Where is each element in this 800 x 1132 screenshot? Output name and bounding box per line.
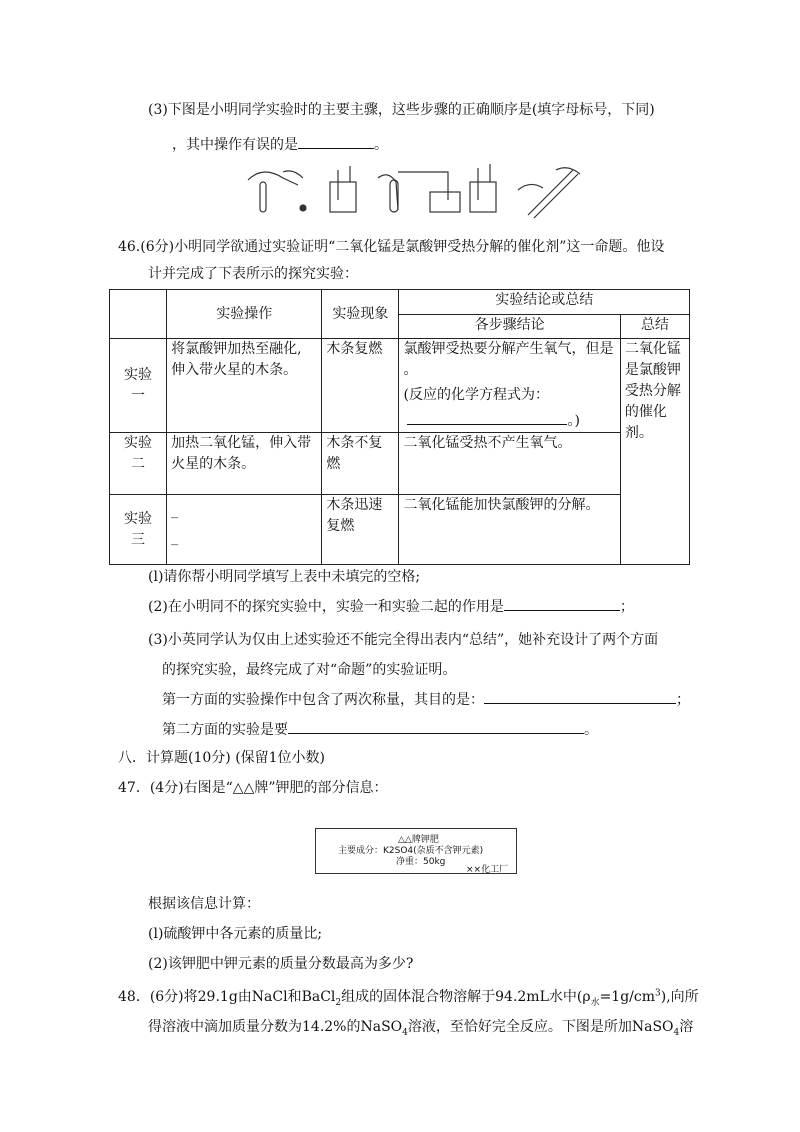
- exp1-operation: 将氯酸钾加热至融化, 伸入带火星的木条。: [167, 339, 322, 433]
- section-8-heading: 八．计算题(10分) (保留1位小数): [118, 750, 326, 766]
- summary-cell: 二氧化锰 是氯酸钾 受热分解 的催化 剂。: [620, 339, 689, 565]
- exp2-operation: 加热二氧化锰，伸入带 火星的木条。: [167, 433, 322, 495]
- exp1-phenomenon: 木条复燃: [322, 339, 399, 433]
- q46-subq1: (l)请你帮小明同学填写上表中未填完的空格;: [148, 569, 421, 585]
- exp1-name: 实验 一: [110, 339, 167, 433]
- q48-line1: 48．(6分)将29.1g由NaCl和BaCl$_2$组成的固体混合物溶解于94.2mL水中$(\rho_水=1g/cm^3)$,向所: [118, 988, 699, 1008]
- heating-apparatus-icon: [378, 172, 460, 212]
- q45-3-line2: [172, 134, 388, 154]
- label-maker: ××化工厂: [466, 865, 509, 875]
- q47-intro: 47．(4分)右图是“△△牌”钾肥的部分信息：: [118, 780, 388, 796]
- q47-subq1: (l)硫酸钾中各元素的质量比;: [148, 926, 323, 942]
- exp3-phenomenon: 木条迅速 复燃: [322, 495, 399, 565]
- q46-subq3-line3: 第一方面的实验操作中包含了两次称量，其目的是： ；: [162, 689, 690, 709]
- label-title: △△牌钾肥: [398, 835, 439, 845]
- label-composition: 主要成分：K2SO4(杂质不含钾元素): [338, 846, 484, 856]
- q47-calc-intro: 根据该信息计算：: [148, 896, 260, 912]
- q46-subq3-line4: 第二方面的实验是要 。: [162, 719, 598, 739]
- header-conclusion: 实验结论或总结: [399, 290, 690, 315]
- experiment-steps-figure: [238, 160, 588, 220]
- answer-blank[interactable]: [484, 689, 676, 704]
- q48-line2: 得溶液中滴加质量分数为14.2%的NaSO$_4$溶液，至恰好完全反应。下图是所加NaSO$_4$溶: [148, 1019, 694, 1038]
- q46-subq2: (2)在小明同不的探究实验中，实验一和实验二起的作用是 ；: [148, 596, 634, 616]
- q45-3-line2-prefix: ，其中操作有误的是: [172, 137, 298, 153]
- exp2-name: 实验 二: [110, 433, 167, 495]
- q45-3-line1: (3)下图是小明同学实验时的主要主骤，这些步骤的正确顺序是(填字母标号，下同): [148, 102, 655, 118]
- gas-bottle-icon: [330, 166, 356, 212]
- gas-bottle-2-icon: [470, 164, 496, 212]
- exp2-result: 二氧化锰受热不产生氧气。: [399, 433, 620, 495]
- exp3-operation[interactable]: _ _: [167, 495, 322, 565]
- exp1-result: 氯酸钾受热要分解产生氧气，但是 。 (反应的化学方程式为： 。): [399, 339, 620, 433]
- exp2-phenomenon: 木条不复 燃: [322, 433, 399, 495]
- fertilizer-label: [315, 828, 517, 874]
- exp3-result: 二氧化锰能加快氯酸钾的分解。: [399, 495, 620, 565]
- header-phenomenon: 实验现象: [322, 290, 399, 339]
- exp3-name: 实验 三: [110, 495, 167, 565]
- q46-subq3-line1: (3)小英同学认为仅由上述实验还不能完全得出表内“总结”，她补充设计了两个方面: [148, 632, 659, 648]
- q46-subq3-line2: 的探究实验，最终完成了对“命题”的实验证明。: [162, 662, 457, 678]
- test-tube-pour-icon: [518, 168, 580, 218]
- experiment-table: [109, 289, 690, 565]
- equation-blank[interactable]: [407, 410, 567, 425]
- q46-intro-line2: 计并完成了下表所示的探究实验：: [148, 266, 358, 282]
- header-step-conclusion: 各步骤结论: [399, 315, 620, 339]
- answer-blank[interactable]: [298, 134, 374, 149]
- header-operation: 实验操作: [167, 290, 322, 339]
- label-weight: 净重：50kg: [396, 857, 446, 867]
- hands-test-tube-icon: [248, 171, 306, 212]
- q45-3-line2-suffix: 。: [374, 137, 388, 153]
- q46-intro-line1: 46.(6分)小明同学欲通过实验证明“二氧化锰是氯酸钾受热分解的催化剂”这一命题。他设: [118, 239, 665, 255]
- header-summary: 总结: [620, 315, 689, 339]
- q47-subq2: (2)该钾肥中钾元素的质量分数最高为多少?: [148, 956, 414, 972]
- answer-blank[interactable]: [504, 596, 620, 611]
- answer-blank[interactable]: [288, 719, 584, 734]
